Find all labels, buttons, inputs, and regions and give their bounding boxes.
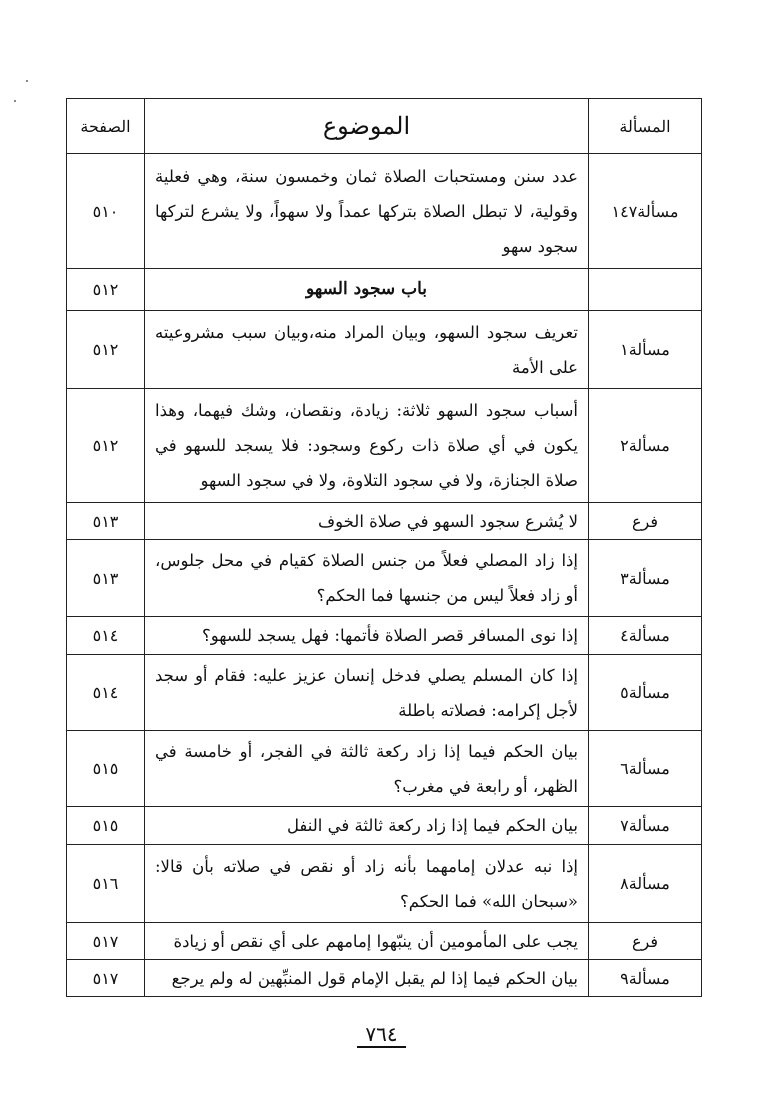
index-table [66,98,702,997]
page-cell: ٥١٢ [67,389,145,503]
page-cell: ٥١٢ [67,311,145,389]
topic-cell: بيان الحكم فيما إذا لم يقبل الإمام قول المنبِّهين له ولم يرجع [145,960,589,997]
header-topic: الموضوع [145,99,589,154]
table-row [67,960,702,997]
header-issue: المسألة [589,99,702,154]
issue-cell: مسألة٥ [589,655,702,731]
issue-cell: مسألة١٤٧ [589,154,702,269]
topic-cell: عدد سنن ومستحبات الصلاة ثمان وخمسون سنة، وهي فعلية وقولية، لا تبطل الصلاة بتركها عمداً ولا سهواً، ولا يشرع لتركها سجود سهو [145,154,589,269]
topic-cell: إذا نبه عدلان إمامهما بأنه زاد أو نقص في صلاته بأن قالا: «سبحان الله» فما الحكم؟ [145,845,589,923]
issue-cell: مسألة٤ [589,617,702,655]
page-cell: ٥١٣ [67,540,145,617]
chapter-heading-cell: باب سجود السهو [145,269,589,311]
page-cell: ٥١٧ [67,923,145,960]
scan-speck [14,100,16,102]
topic-cell: إذا كان المسلم يصلي فدخل إنسان عزيز عليه: فقام أو سجد لأجل إكرامه: فصلاته باطلة [145,655,589,731]
page-cell: ٥١٢ [67,269,145,311]
header-page: الصفحة [67,99,145,154]
table-row [67,617,702,655]
table-row [67,503,702,540]
topic-cell: لا يُشرع سجود السهو في صلاة الخوف [145,503,589,540]
table-row [67,845,702,923]
table-row [67,389,702,503]
issue-cell [589,269,702,311]
topic-cell: تعريف سجود السهو، وبيان المراد منه،وبيان سبب مشروعيته على الأمة [145,311,589,389]
topic-cell: إذا نوى المسافر قصر الصلاة فأتمها: فهل يسجد للسهو؟ [145,617,589,655]
issue-cell: فرع [589,923,702,960]
topic-cell: يجب على المأمومين أن ينبّهوا إمامهم على أي نقص أو زيادة [145,923,589,960]
issue-cell: مسألة٦ [589,731,702,807]
table-row [67,807,702,845]
scan-speck [26,80,28,82]
page-number: ٧٦٤ [357,1022,405,1048]
topic-cell: بيان الحكم فيما إذا زاد ركعة ثالثة في الفجر، أو خامسة في الظهر، أو رابعة في مغرب؟ [145,731,589,807]
issue-cell: مسألة٩ [589,960,702,997]
table-row [67,923,702,960]
table-row [67,540,702,617]
issue-cell: مسألة٣ [589,540,702,617]
topic-cell: أسباب سجود السهو ثلاثة: زيادة، ونقصان، وشك فيهما، وهذا يكون في أي صلاة ذات ركوع وسجود: فلا يسجد للسهو في صلاة الجنازة، ولا في سجود التلاوة، ولا في سجود السهو [145,389,589,503]
page-cell: ٥١٤ [67,655,145,731]
page-cell: ٥١٥ [67,731,145,807]
table-row [67,655,702,731]
issue-cell: مسألة٧ [589,807,702,845]
topic-cell: إذا زاد المصلي فعلاً من جنس الصلاة كقيام في محل جلوس، أو زاد فعلاً ليس من جنسها فما الحكم؟ [145,540,589,617]
page-cell: ٥١٠ [67,154,145,269]
issue-cell: مسألة٨ [589,845,702,923]
page-cell: ٥١٤ [67,617,145,655]
table-row [67,731,702,807]
table-row [67,269,702,311]
page-footer [0,1022,763,1046]
table-header-row [67,99,702,154]
issue-cell: مسألة١ [589,311,702,389]
page-cell: ٥١٦ [67,845,145,923]
topic-cell: بيان الحكم فيما إذا زاد ركعة ثالثة في النفل [145,807,589,845]
issue-cell: مسألة٢ [589,389,702,503]
issue-cell: فرع [589,503,702,540]
page-cell: ٥١٣ [67,503,145,540]
page-cell: ٥١٧ [67,960,145,997]
page-cell: ٥١٥ [67,807,145,845]
table-row [67,311,702,389]
table-row [67,154,702,269]
